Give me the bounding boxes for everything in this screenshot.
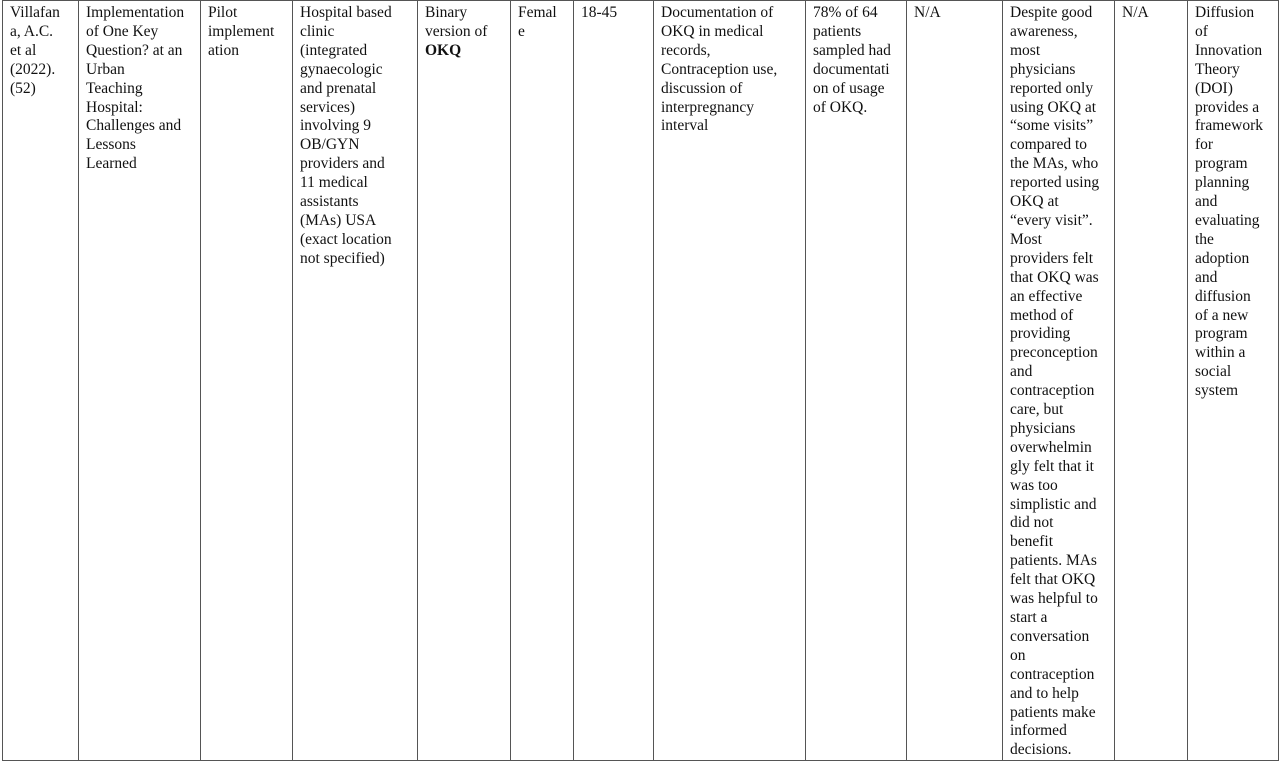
intervention-text: Binary version of <box>425 4 488 40</box>
results-cell <box>806 1 907 761</box>
na-value-1: N/A <box>914 4 941 21</box>
theory-cell <box>1188 1 1279 761</box>
study-table <box>2 0 1279 761</box>
title-cell <box>79 1 201 761</box>
setting-cell <box>293 1 418 761</box>
study-design: Pilot implement ation <box>208 4 275 59</box>
na-value-2: N/A <box>1122 4 1149 21</box>
author-citation: Villafan a, A.C. et al (2022). (52) <box>10 4 60 97</box>
author-cell <box>3 1 79 761</box>
na-cell-1 <box>907 1 1003 761</box>
age-cell <box>574 1 654 761</box>
na-cell-2 <box>1115 1 1188 761</box>
qualitative-findings: Despite good awareness, most physicians reported only using OKQ at “some visits” compared to the MAs, who reported using OKQ at “every visit”. Most providers felt that OKQ was an effective method of providing preconception and contraception care, but physicians overwhelmin gly felt that it was too simplistic and did not benefit patients. MAs felt that OKQ was helpful to start a conversation on contraception and to help patients make informed decisions. <box>1010 4 1100 759</box>
theoretical-framework: Diffusion of Innovation Theory (DOI) provides a framework for program planning and evaluating the adoption and diffusion of a new program within a social system <box>1195 4 1263 400</box>
quantitative-results: 78% of 64 patients sampled had documentati on of usage of OKQ. <box>813 4 891 116</box>
age-range: 18-45 <box>581 4 618 21</box>
table-row <box>3 1 1279 761</box>
outcomes-cell <box>654 1 806 761</box>
study-setting: Hospital based clinic (integrated gynaecologic and prenatal services) involving 9 OB/GYN providers and 11 medical assistants (MAs) USA (exact location not specified) <box>300 4 392 267</box>
design-cell <box>201 1 293 761</box>
study-title: Implementation of One Key Question? at an Urban Teaching Hospital: Challenges and Lessons Learned <box>86 4 185 173</box>
outcome-measures: Documentation of OKQ in medical records, Contraception use, discussion of interpregnancy interval <box>661 4 778 135</box>
findings-cell <box>1003 1 1115 761</box>
sex-cell <box>511 1 574 761</box>
intervention-cell <box>418 1 511 761</box>
participant-sex: Femal e <box>518 4 557 40</box>
intervention-emphasis: OKQ <box>425 41 462 59</box>
